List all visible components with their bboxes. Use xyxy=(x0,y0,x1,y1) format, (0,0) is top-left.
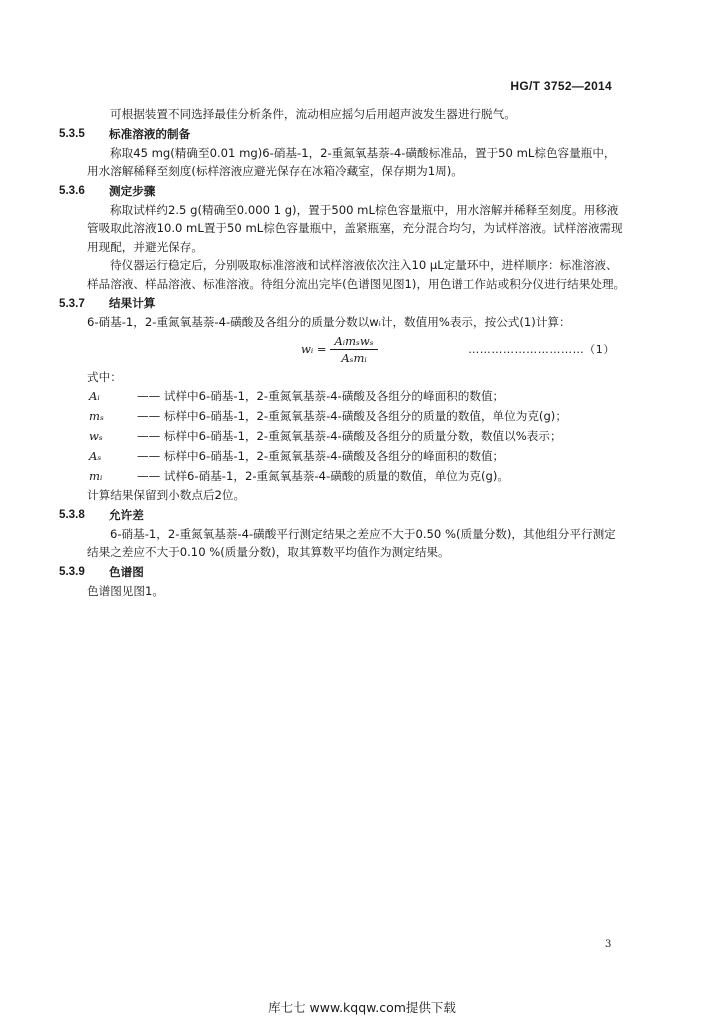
definition-text: —— 标样中6-硝基-1，2-重氮氧基萘-4-磺酸及各组分的质量的数值，单位为克(g)； xyxy=(137,409,567,423)
section-number: 5.3.9 xyxy=(59,565,85,578)
formula-lhs: wᵢ = xyxy=(301,342,327,356)
formula-numerator: Aᵢmₛwₛ xyxy=(330,334,377,350)
paragraph: 称取45 mg(精确至0.01 mg)6-硝基-1，2-重氮氧基萘-4-磺酸标准品，置于50 mL棕色容量瓶中，用水溶解稀释至刻度(标样溶液应避光保存在冰箱冷藏室，保存期为1周)。 xyxy=(87,145,616,178)
section-number: 5.3.6 xyxy=(59,184,85,197)
definition-row xyxy=(87,466,627,486)
section-heading xyxy=(59,505,627,525)
page-number: 3 xyxy=(605,939,612,950)
definition-row xyxy=(87,386,627,406)
formula-denominator: Aₛmᵢ xyxy=(341,350,367,365)
body-text xyxy=(59,105,627,600)
definition-text: —— 试样6-硝基-1，2-重氮氧基萘-4-磺酸的质量的数值，单位为克(g)。 xyxy=(137,469,509,483)
definition-row xyxy=(87,446,627,466)
section-title: 允许差 xyxy=(109,507,144,522)
section-heading xyxy=(59,181,627,201)
intro-paragraph: 可根据装置不同选择最佳分析条件，流动相应摇匀后用超声波发生器进行脱气。 xyxy=(110,107,516,121)
formula-number: …………………………（1） xyxy=(468,342,615,356)
formula xyxy=(301,334,378,365)
section-title: 标准溶液的制备 xyxy=(109,126,191,141)
formula-fraction xyxy=(330,334,377,365)
calculation-note: 计算结果保留到小数点后2位。 xyxy=(87,488,246,502)
section-title: 结果计算 xyxy=(109,296,156,310)
definition-symbol: Aₛ xyxy=(89,449,102,463)
definition-symbol: Aᵢ xyxy=(89,389,100,403)
section-title: 测定步骤 xyxy=(109,183,156,198)
definition-text: —— 标样中6-硝基-1，2-重氮氧基萘-4-磺酸及各组分的质量分数，数值以%表示； xyxy=(137,429,562,443)
definition-row xyxy=(87,426,627,446)
definition-symbol: mₛ xyxy=(89,409,104,423)
paragraph: 称取试样约2.5 g(精确至0.000 1 g)，置于500 mL棕色容量瓶中，用水溶解并稀释至刻度。用移液管吸取此溶液10.0 mL置于50 mL棕色容量瓶中，盖紧瓶塞，充分混合均匀，为试样溶液。试样溶液需现用现配，并避光保存。 xyxy=(87,202,623,254)
section-number: 5.3.5 xyxy=(59,127,85,140)
definition-symbol: mᵢ xyxy=(89,469,103,483)
paragraph: 色谱图见图1。 xyxy=(87,583,164,598)
section-heading xyxy=(59,562,627,582)
paragraph: 6-硝基-1，2-重氮氧基萘-4-磺酸及各组分的质量分数以wᵢ计，数值用%表示，按公式(1)计算： xyxy=(87,315,571,329)
definition-text: —— 试样中6-硝基-1，2-重氮氧基萘-4-磺酸及各组分的峰面积的数值； xyxy=(137,389,505,403)
definition-text: —— 标样中6-硝基-1，2-重氮氧基萘-4-磺酸及各组分的峰面积的数值； xyxy=(137,449,505,463)
formula-block xyxy=(87,334,627,364)
section-title: 色谱图 xyxy=(109,564,144,579)
section-heading xyxy=(59,124,627,144)
paragraph: 6-硝基-1，2-重氮氧基萘-4-磺酸平行测定结果之差应不大于0.50 %(质量分数)，其他组分平行测定结果之差应不大于0.10 %(质量分数)，取其算数平均值作为测定结果。 xyxy=(87,526,616,559)
download-footer: 库七七 www.kqqw.com提供下载 xyxy=(268,1000,456,1015)
section-number: 5.3.8 xyxy=(59,508,85,521)
section-number: 5.3.7 xyxy=(59,296,85,310)
standard-code: HG/T 3752—2014 xyxy=(510,79,612,93)
definition-symbol: wₛ xyxy=(89,429,103,443)
section-heading xyxy=(59,293,627,313)
definition-row xyxy=(87,406,627,426)
paragraph: 待仪器运行稳定后，分别吸取标准溶液和试样溶液依次注入10 μL定量环中，进样顺序：标准溶液、样品溶液、样品溶液、标准溶液。待组分流出完毕(色谱图见图1)，用色谱工作站或积分仪进行结果处理。 xyxy=(87,258,626,291)
where-label: 式中： xyxy=(87,369,122,384)
